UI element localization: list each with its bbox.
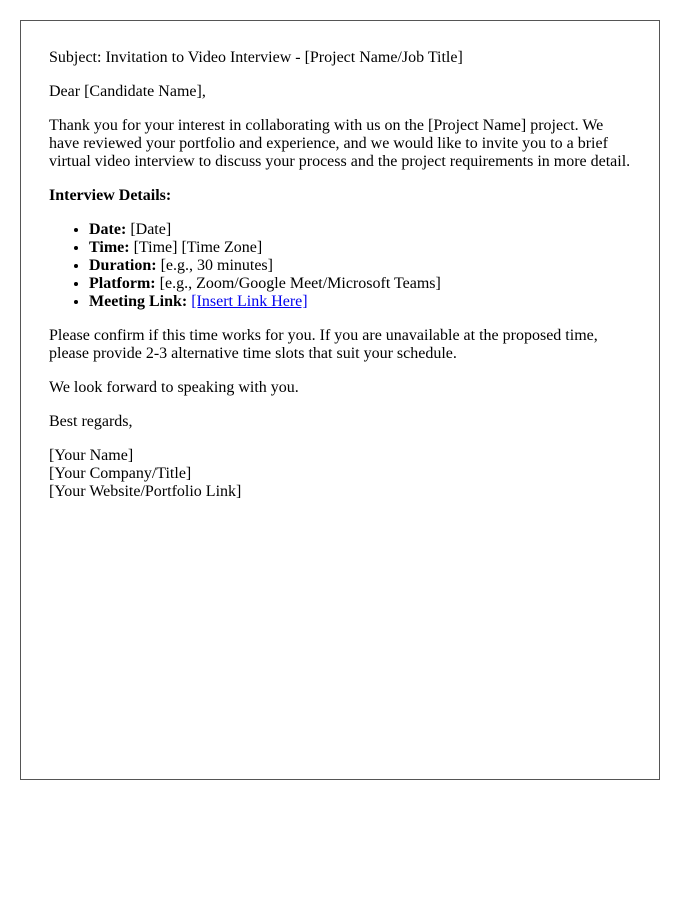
signature-name: [Your Name] [49, 447, 134, 464]
detail-time-value: [Time] [Time Zone] [129, 239, 263, 256]
detail-time [89, 239, 631, 257]
detail-duration-label: Duration: [89, 257, 157, 274]
letter-container [20, 20, 660, 780]
subject-line: Subject: Invitation to Video Interview - [Project Name/Job Title] [49, 49, 463, 66]
signature-company-title: [Your Company/Title] [49, 465, 192, 482]
sign-off: Best regards, [49, 413, 133, 430]
closing-line: We look forward to speaking with you. [49, 379, 299, 396]
detail-meeting-link [89, 293, 631, 311]
detail-date-label: Date: [89, 221, 127, 238]
detail-platform-value: [e.g., Zoom/Google Meet/Microsoft Teams] [155, 275, 441, 292]
meeting-link[interactable]: [Insert Link Here] [191, 293, 308, 310]
confirm-paragraph: Please confirm if this time works for you. If you are unavailable at the proposed time, please provide 2-3 alternative time slots that suit your schedule. [49, 327, 598, 362]
detail-platform-label: Platform: [89, 275, 156, 292]
intro-paragraph: Thank you for your interest in collaborating with us on the [Project Name] project. We have reviewed your portfolio and experience, and we would like to invite you to a brief virtual video interview to discuss your process and the project requirements in more detail. [49, 117, 631, 170]
signature-block [49, 447, 631, 501]
interview-details-list [49, 221, 631, 311]
detail-meeting-link-label: Meeting Link: [89, 293, 188, 310]
detail-platform [89, 275, 631, 293]
detail-duration-value: [e.g., 30 minutes] [156, 257, 273, 274]
detail-date-value: [Date] [126, 221, 172, 238]
detail-date [89, 221, 631, 239]
detail-time-label: Time: [89, 239, 130, 256]
greeting: Dear [Candidate Name], [49, 83, 206, 100]
signature-website: [Your Website/Portfolio Link] [49, 483, 242, 500]
interview-details-heading: Interview Details: [49, 187, 172, 204]
detail-duration [89, 257, 631, 275]
